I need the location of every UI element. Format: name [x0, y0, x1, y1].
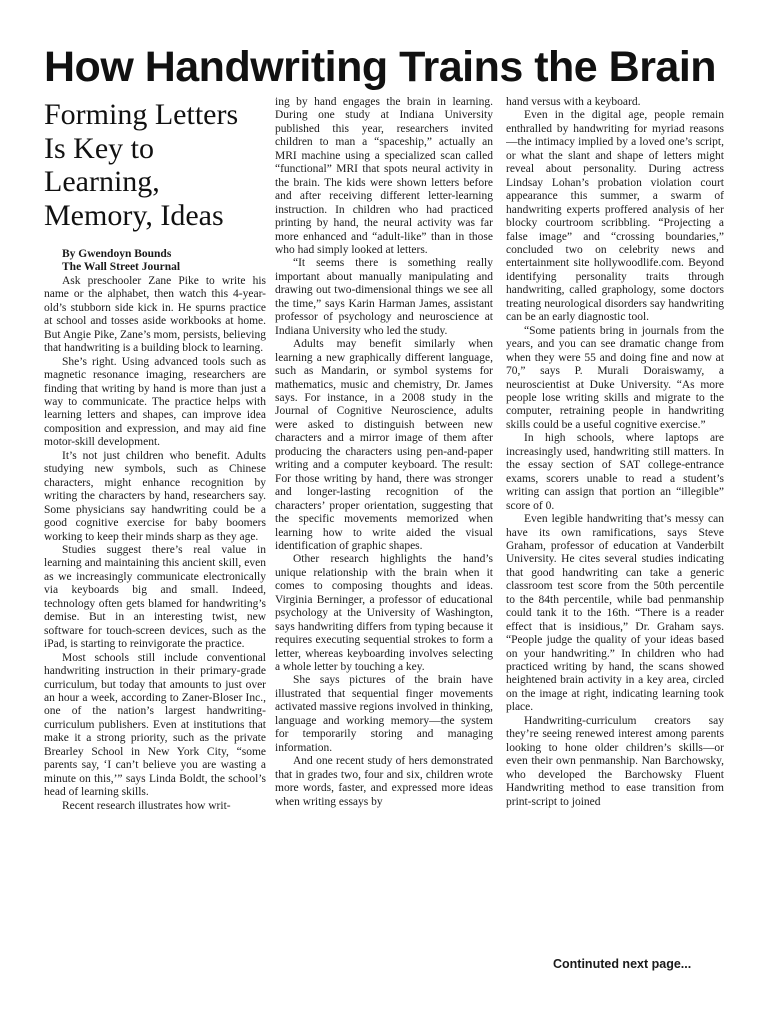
paragraph: Even in the digital age, people remain enthralled by handwriting for myriad reasons—the intimacy implied by a loved one’s script, or what the slant and shape of letters might reveal about personality. During actress Lindsay Lohan’s probation violation court appearance this summer, a swarm of handwriting experts proffered analysis of her blocky courtroom scribbling. “Projecting a false image” and “crossing boundaries,” concluded two on celebrity news and entertainment site hollywoodlife.com. Beyond identifying personality traits through handwriting, called graphology, some doctors treating neurological disorders say handwriting can be an early diagnostic tool. — [506, 109, 724, 324]
paragraph: And one recent study of hers demonstrated that in grades two, four and six, children wrote more words, faster, and expressed more ideas when writing essays by — [275, 755, 493, 808]
byline: By Gwendoyn Bounds — [62, 248, 172, 260]
paragraph: Ask preschooler Zane Pike to write his name or the alphabet, then watch this 4-year-old’s stubborn side kick in. He spurns practice at school and tosses aside workbooks at home. But Angie Pike, Zane’s mom, persists, believing that handwriting is a building block to learning. — [44, 274, 266, 355]
article-column-2 — [275, 96, 493, 980]
paragraph: Other research highlights the hand’s unique relationship with the brain when it comes to composing thoughts and ideas. Virginia Berninger, a professor of educational psychology at the University of Washington, says handwriting differs from typing because it requires executing sequential strokes to form a letter, whereas keyboarding involves selecting a whole letter by touching a key. — [275, 553, 493, 674]
headline: How Handwriting Trains the Brain — [44, 43, 717, 91]
paragraph: “Some patients bring in journals from the years, and you can see dramatic change from when they were 55 and doing fine and now at 70,” says P. Murali Doraiswamy, a neuroscientist at Duke University. “As more people lose writing skills and migrate to the computer, retraining people in handwriting skills could be a useful cognitive exercise.” — [506, 324, 724, 431]
paragraph: Studies suggest there’s real value in learning and maintaining this ancient skill, even as we increasingly communicate electronically via keyboards big and small. Indeed, technology often gets blamed for handwriting’s demise. But in an interesting twist, new software for touch-screen devices, such as the iPad, is starting to reinvigorate the practice. — [44, 543, 266, 651]
paragraph: “It seems there is something really important about manually manipulating and drawing out two-dimensional things we see all the time,” says Karin Harman James, assistant professor of psychology and neuroscience at Indiana University who led the study. — [275, 257, 493, 337]
paragraph: ing by hand engages the brain in learning. During one study at Indiana University published this year, researchers invited children to man a “spaceship,” actually an MRI machine using a specialized scan called “functional” MRI that spots neural activity in the brain. The kids were shown letters before and after receiving different letter-learning instruction. In children who had practiced printing by hand, the neural activity was far more enhanced and “adult-like” than in those who had simply looked at letters. — [275, 96, 493, 256]
paragraph: Recent research illustrates how writ- — [62, 799, 231, 812]
paragraph: She’s right. Using advanced tools such as magnetic resonance imaging, researchers are finding that writing by hand is more than just a way to communicate. The practice helps with learning letters and shapes, can improve idea composition and expression, and may aid fine motor-skill development. — [44, 355, 266, 449]
paragraph: Adults may benefit similarly when learning a new graphically different language, such as Mandarin, or symbol systems for mathematics, music and chemistry, Dr. James says. For instance, in a 2008 study in the Journal of Cognitive Neuroscience, adults were asked to distinguish between new characters and a mirror image of them after producing the characters using pen-and-paper writing and a computer keyboard. The result: For those writing by hand, there was stronger and longer-lasting recognition of the characters’ proper orientation, suggesting that the specific movements memorized when learning how to write aided the visual identification of graphic shapes. — [275, 338, 493, 552]
article-column-3 — [506, 96, 724, 956]
publication-name: The Wall Street Journal — [62, 261, 181, 274]
paragraph: Even legible handwriting that’s messy can have its own ramifications, says Steve Graham, professor of education at Vanderbilt University. He cites several studies indicating that good handwriting can take a generic classroom test score from the 50th percentile to the 84th percentile, while bad penmanship could tank it to the 16th. “There is a reader effect that is insidious,” Dr. Graham says. “People judge the quality of your ideas based on your handwriting.” In children who had practiced writing by hand, the scans showed heightened brain activity in a key area, circled on the image at right, indicating learning took place. — [506, 513, 724, 714]
paragraph: She says pictures of the brain have illustrated that sequential finger movements activated massive regions involved in thinking, language and working memory—the system for temporarily storing and managing information. — [275, 674, 493, 754]
continued-notice: Continuted next page... — [553, 957, 692, 971]
paragraph: It’s not just children who benefit. Adults studying new symbols, such as Chinese characters, might enhance recognition by writing the characters by hand, researchers say. Some physicians say handwriting could be a good cognitive exercise for baby boomers working to keep their minds sharp as they age. — [44, 449, 266, 543]
paragraph: Most schools still include conventional handwriting instruction in their primary-grade curriculum, but today that amounts to just over an hour a week, according to Zaner-Bloser Inc., one of the nation’s largest handwriting-curriculum publishers. Even at institutions that make it a strong priority, such as the private Brearley School in New York City, “some parents say, ‘I can’t believe you are wasting a minute on this,’” says Linda Boldt, the school’s head of learning skills. — [44, 651, 266, 799]
paragraph: Handwriting-curriculum creators say they’re seeing renewed interest among parents looking to hone older children’s skills—or even their own penmanship. Nan Barchowsky, who developed the Barchowsky Fluent Handwriting method to ease transition from print-script to joined — [506, 714, 724, 808]
paragraph: hand versus with a keyboard. — [506, 96, 641, 108]
paragraph: In high schools, where laptops are increasingly used, handwriting still matters. In the essay section of SAT college-entrance exams, scorers unable to read a student’s writing can assign that portion an “illegible” score of 0. — [506, 432, 724, 512]
article-column-1 — [44, 96, 266, 968]
deck-subtitle: Forming Letters Is Key to Learning, Memory, Ideas — [44, 98, 239, 232]
